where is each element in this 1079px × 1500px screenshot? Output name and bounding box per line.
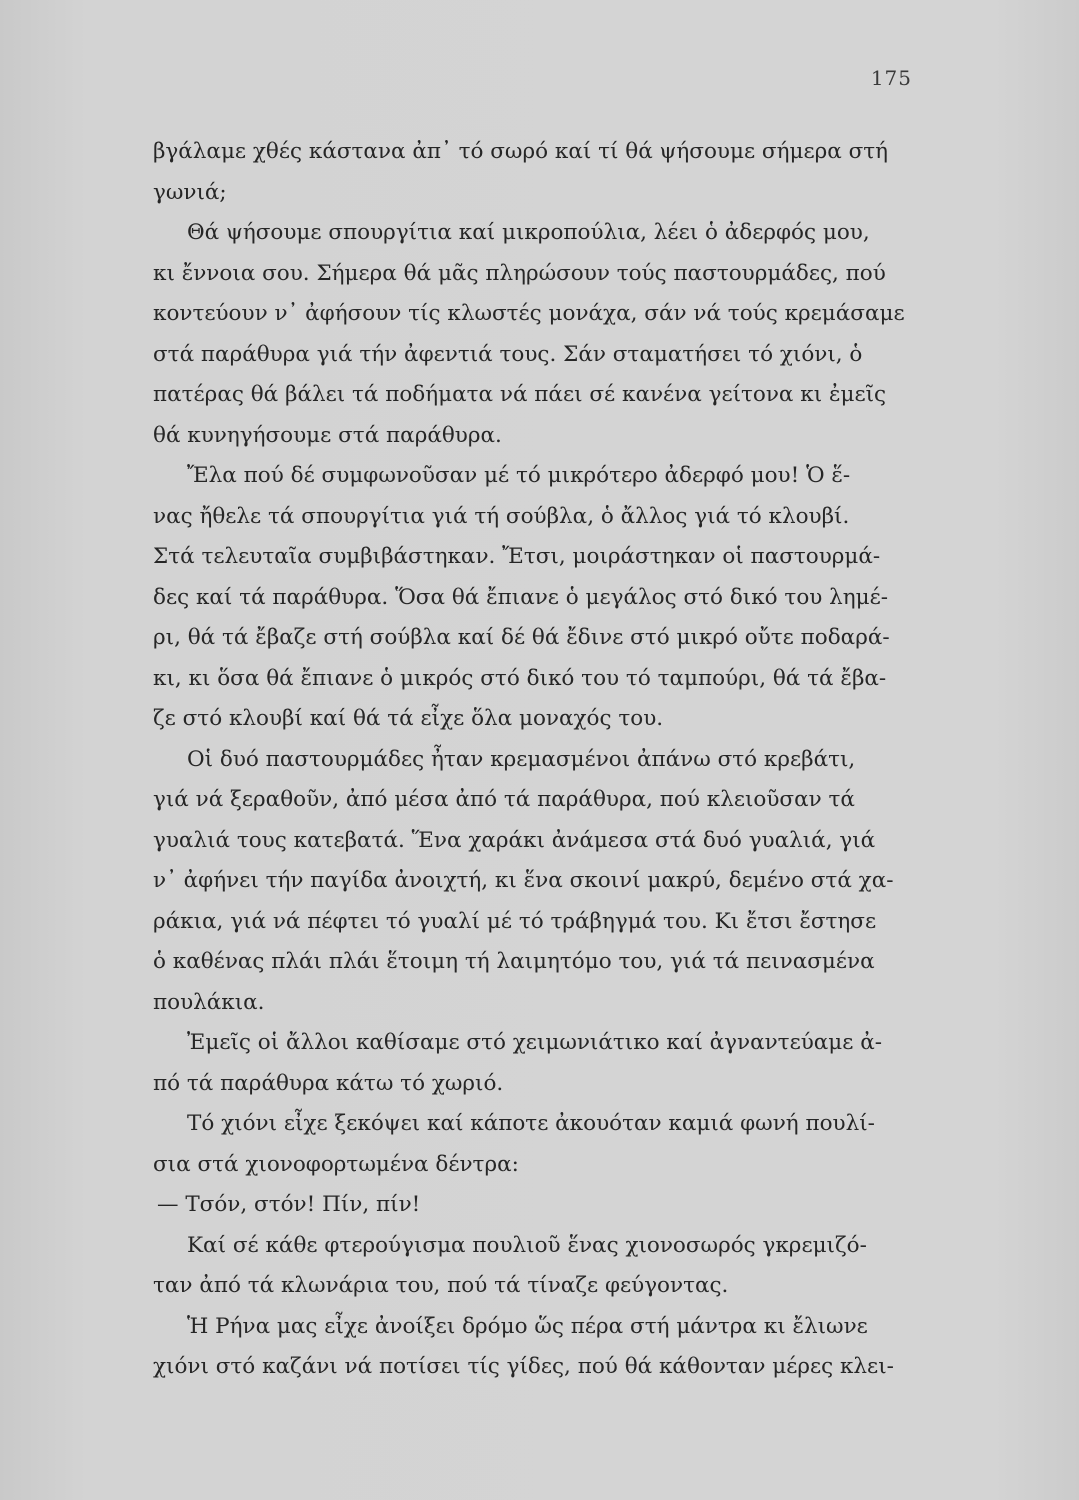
text-line: θά κυνηγήσουμε στά παράθυρα.	[153, 422, 502, 448]
text-line: Στά τελευταῖα συμβιβάστηκαν. Ἔτσι, μοιράστηκαν οἱ παστουρμά-	[153, 544, 881, 569]
text-line: Τό χιόνι εἶχε ξεκόψει καί κάποτε ἀκουόταν καμιά φωνή πουλί-	[187, 1111, 875, 1136]
text-line: Ἡ Ρήνα μας εἶχε ἀνοίξει δρόμο ὥς πέρα στή μάντρα κι ἔλιωνε	[187, 1313, 868, 1339]
text-line: ὁ καθένας πλάι πλάι ἕτοιμη τή λαιμητόμο του, γιά τά πεινασμένα	[153, 949, 875, 974]
body-text	[153, 132, 923, 1388]
text-line: γιά νά ξεραθοῦν, ἀπό μέσα ἀπό τά παράθυρα, πού κλειοῦσαν τά	[153, 787, 855, 812]
text-line: σια στά χιονοφορτωμένα δέντρα:	[153, 1151, 519, 1177]
text-line: ζε στό κλουβί καί θά τά εἶχε ὅλα μοναχός του.	[153, 706, 664, 731]
text-line: κι ἔννοια σου. Σήμερα θά μᾶς πληρώσουν τούς παστουρμάδες, πού	[153, 260, 886, 286]
text-line: ρι, θά τά ἔβαζε στή σούβλα καί δέ θά ἔδινε στό μικρό οὔτε ποδαρά-	[153, 625, 890, 650]
text-line: ράκια, γιά νά πέφτει τό γυαλί μέ τό τράβηγμά του. Κι ἔτσι ἔστησε	[153, 908, 877, 934]
text-line: ν᾽ ἀφήνει τήν παγίδα ἀνοιχτή, κι ἕνα σκοινί μακρύ, δεμένο στά χα-	[153, 868, 894, 893]
text-line: Καί σέ κάθε φτερούγισμα πουλιοῦ ἕνας χιονοσωρός γκρεμιζό-	[187, 1232, 867, 1258]
text-line: ταν ἀπό τά κλωνάρια του, πού τά τίναζε φεύγοντας.	[153, 1273, 729, 1298]
text-line: βγάλαμε χθές κάστανα ἀπ᾽ τό σωρό καί τί θά ψήσουμε σήμερα στή	[153, 139, 889, 164]
text-line: νας ἤθελε τά σπουργίτια γιά τή σούβλα, ὁ ἄλλος γιά τό κλουβί.	[153, 503, 850, 529]
text-line: Οἱ δυό παστουρμάδες ἦταν κρεμασμένοι ἀπάνω στό κρεβάτι,	[187, 746, 856, 772]
text-line: στά παράθυρα γιά τήν ἀφεντιά τους. Σάν σταματήσει τό χιόνι, ὁ	[153, 341, 863, 367]
text-line: Ἐμεῖς οἱ ἄλλοι καθίσαμε στό χειμωνιάτικο καί ἀγναντεύαμε ἀ-	[187, 1030, 883, 1055]
page-number: 175	[870, 66, 912, 90]
text-line: κοντεύουν ν᾽ ἀφήσουν τίς κλωστές μονάχα, σάν νά τούς κρεμάσαμε	[153, 301, 905, 326]
text-line: γυαλιά τους κατεβατά. Ἕνα χαράκι ἀνάμεσα στά δυό γυαλιά, γιά	[153, 827, 876, 853]
text-line: γωνιά;	[153, 179, 227, 205]
text-line: δες καί τά παράθυρα. Ὅσα θά ἔπιανε ὁ μεγάλος στό δικό του λημέ-	[153, 584, 889, 610]
dialogue-line: — Τσόν, στόν! Πίν, πίν!	[157, 1192, 421, 1217]
text-line: Ἔλα πού δέ συμφωνοῦσαν μέ τό μικρότερο ἀδερφό μου! Ὁ ἕ-	[187, 463, 851, 488]
text-line: χιόνι στό καζάνι νά ποτίσει τίς γίδες, πού θά κάθονταν μέρες κλει-	[153, 1354, 894, 1379]
text-line: πό τά παράθυρα κάτω τό χωριό.	[153, 1070, 504, 1096]
text-line: πουλάκια.	[153, 989, 265, 1015]
text-line: κι, κι ὅσα θά ἔπιανε ὁ μικρός στό δικό του τό ταμπούρι, θά τά ἔβα-	[153, 665, 887, 691]
text-line: πατέρας θά βάλει τά ποδήματα νά πάει σέ κανένα γείτονα κι ἐμεῖς	[153, 382, 887, 407]
text-line: Θά ψήσουμε σπουργίτια καί μικροπούλια, λέει ὁ ἀδερφός μου,	[187, 220, 870, 245]
